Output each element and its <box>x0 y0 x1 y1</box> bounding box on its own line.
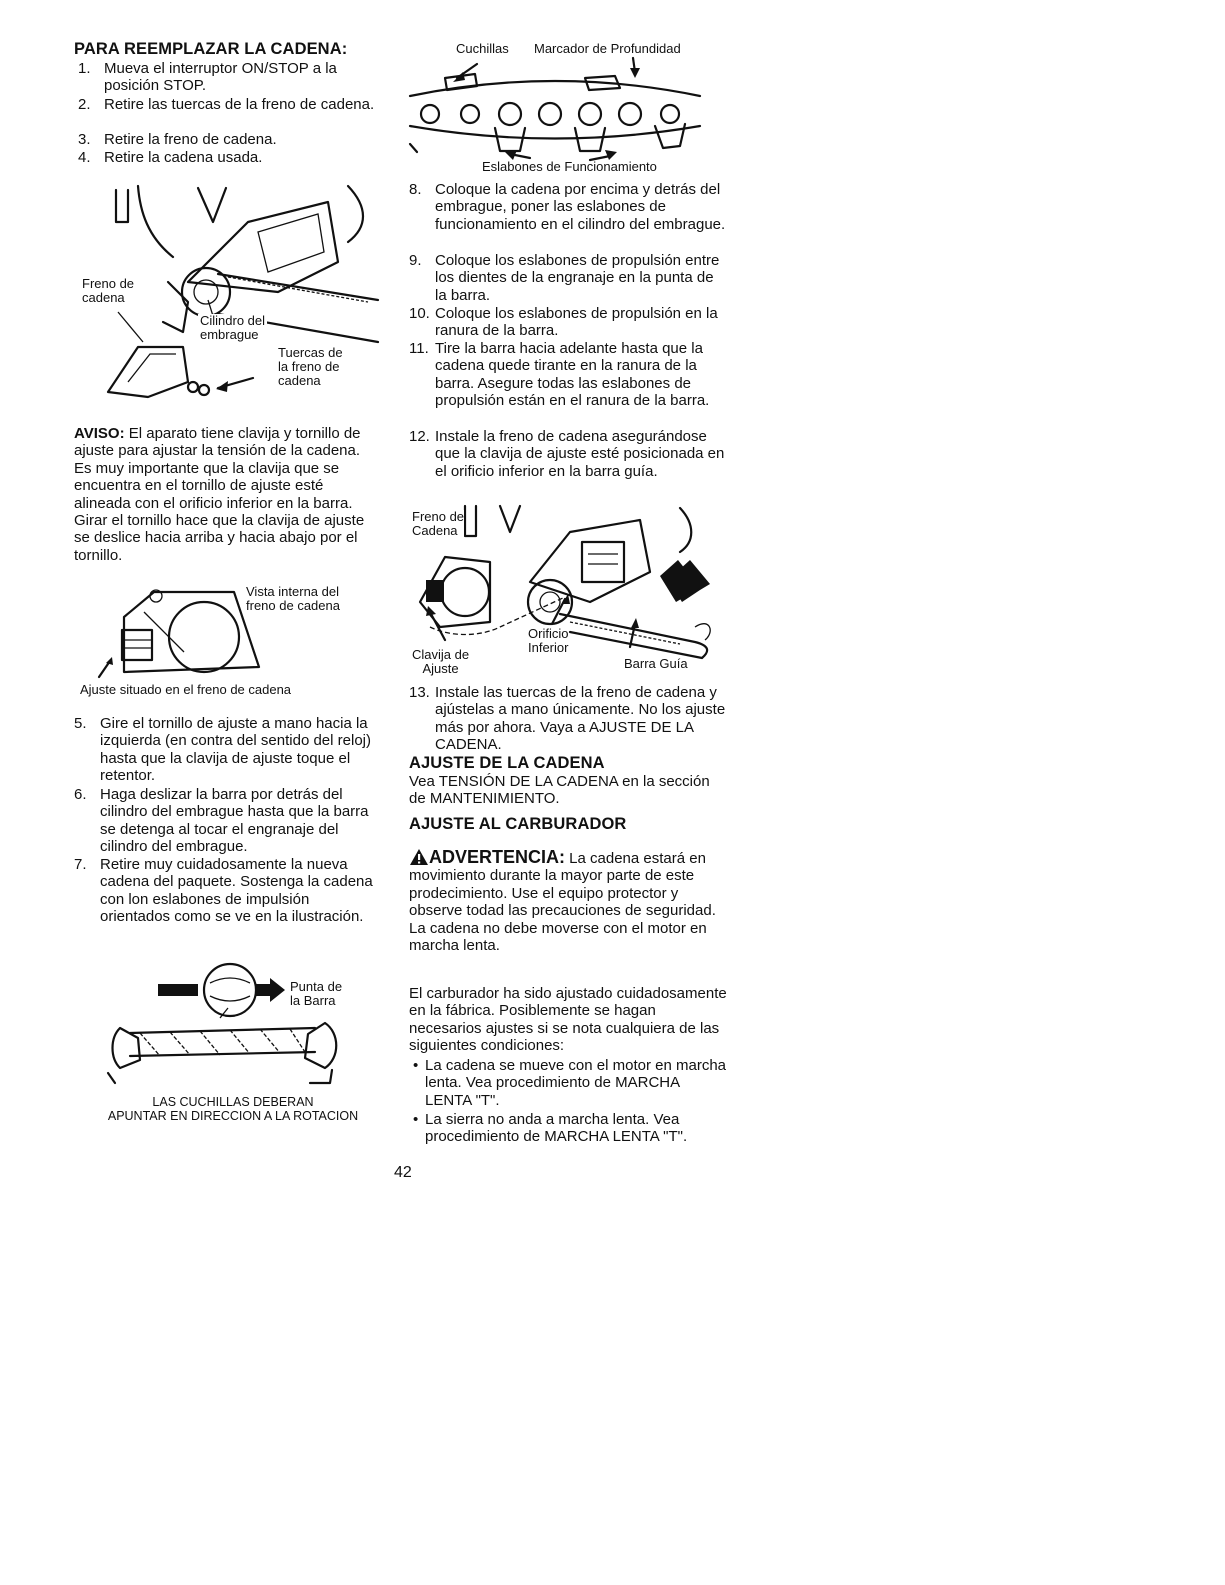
label-chain-brake: Freno de cadena <box>82 276 135 305</box>
list-item-step-5: 5. Gire el tornillo de ajuste a mano hacia la izquierda (en contra del sentido del reloj) hasta que la clavija de ajuste toque el retentor. <box>74 715 371 785</box>
list-item-condition-2: • La sierra no anda a marcha lenta. Vea procedimiento de MARCHA LENTA "T". <box>413 1111 688 1146</box>
section-heading-carburetor: AJUSTE AL CARBURADOR <box>409 815 627 833</box>
label-adjust-pin: Clavija de Ajuste <box>412 647 470 676</box>
list-item-step-6: 6. Haga deslizar la barra por detrás del cilindro del embrague hasta que la barra se detenga al tocar el engranaje del cilindro del embrague. <box>74 786 369 856</box>
list-item-step-8: 8. Coloque la cadena por encima y detrás del embrague, poner las eslabones de funcionamiento en el cilindro del embrague. <box>409 181 726 233</box>
list-item-step-7: 7. Retire muy cuidadosamente la nueva cadena del paquete. Sostenga la cadena con lon eslabones de impulsión orientados como se ve en la ilustración. <box>74 856 373 926</box>
list-item-step-1: 1. Mueva el interruptor ON/STOP a la posición STOP. <box>78 60 337 95</box>
figure-caption-adjust: Ajuste situado en el freno de cadena <box>80 682 292 697</box>
list-item-step-13: 13. Instale las tuercas de la freno de cadena y ajústelas a mano únicamente. No los ajuste más por ahora. Vaya a AJUSTE DE LA CADENA. <box>409 684 726 754</box>
figure-pin-arrow <box>96 655 116 679</box>
list-item-step-4: 4. Retire la cadena usada. <box>78 149 263 166</box>
list-item-step-2: 2. Retire las tuercas de la freno de cadena. <box>78 96 375 113</box>
list-item-step-11: 11. Tire la barra hacia adelante hasta que la cadena quede tirante en la ranura de la barra. Asegure todas las eslabones de propulsión están en el ranura de la barra. <box>409 340 710 410</box>
label-bar-tip: Punta de la Barra <box>290 979 343 1008</box>
section-heading-replace-chain: PARA REEMPLAZAR LA CADENA: <box>74 40 348 58</box>
label-brake-nuts: Tuercas de la freno de cadena <box>278 345 343 388</box>
list-item-step-12: 12. Instale la freno de cadena asegurándose que la clavija de ajuste esté posicionada en el orificio inferior en la barra guía. <box>409 428 725 480</box>
warning-label: ADVERTENCIA: <box>429 847 566 867</box>
label-cutters: Cuchillas <box>456 41 509 56</box>
chain-adjust-text: Vea TENSIÓN DE LA CADENA en la sección de MANTENIMIENTO. <box>409 773 710 808</box>
label-internal-view: Vista interna del freno de cadena <box>246 584 340 613</box>
label-depth-gauge: Marcador de Profundidad <box>534 41 681 56</box>
figure-caption-cutters: LAS CUCHILLAS DEBERAN APUNTAR EN DIRECCION A LA ROTACION <box>107 1095 359 1123</box>
figure-hold-chain <box>110 958 350 1088</box>
label-guide-bar: Barra Guía <box>624 656 688 671</box>
warning-paragraph: ADVERTENCIA: La cadena estará en movimiento durante la mayor parte de este prodecimiento. Use el equipo protector y observe todad las precauciones de seguridad. La cadena no debe moverse con el motor en marcha lenta. <box>409 847 716 955</box>
section-heading-chain-adjust: AJUSTE DE LA CADENA <box>409 754 605 772</box>
notice-paragraph: AVISO: El aparato tiene clavija y tornillo de ajuste para ajustar la tensión de la cadena. Es muy importante que la clavija que se encuentra en el tornillo de ajuste esté alineada con el orificio inferior en la barra. Girar el tornillo hace que la clavija de ajuste se deslice hacia arriba y hacia abajo por el tornillo. <box>74 425 365 564</box>
notice-label: AVISO: <box>74 425 125 442</box>
list-item-step-10: 10. Coloque los eslabones de propulsión en la ranura de la barra. <box>409 305 718 340</box>
label-lower-hole: Orificio Inferior <box>528 626 569 655</box>
label-chain-brake-right: Freno de Cadena <box>412 509 465 538</box>
label-drive-links: Eslabones de Funcionamiento <box>482 159 657 174</box>
carburetor-text: El carburador ha sido ajustado cuidadosamente en la fábrica. Posiblemente se hagan necesarios ajustes si se nota cualquiera de las siguientes condiciones: <box>409 985 727 1055</box>
warning-triangle-icon <box>409 848 429 866</box>
label-clutch-drum: Cilindro del embrague <box>200 313 266 342</box>
page-number: 42 <box>394 1164 412 1181</box>
list-item-condition-1: • La cadena se mueve con el motor en marcha lenta. Vea procedimiento de MARCHA LENTA "T". <box>413 1057 727 1109</box>
figure-chain-links <box>405 56 705 162</box>
list-item-step-9: 9. Coloque los eslabones de propulsión entre los dientes de la engranaje en la punta de la barra. <box>409 252 720 304</box>
list-item-step-3: 3. Retire la freno de cadena. <box>78 131 277 148</box>
